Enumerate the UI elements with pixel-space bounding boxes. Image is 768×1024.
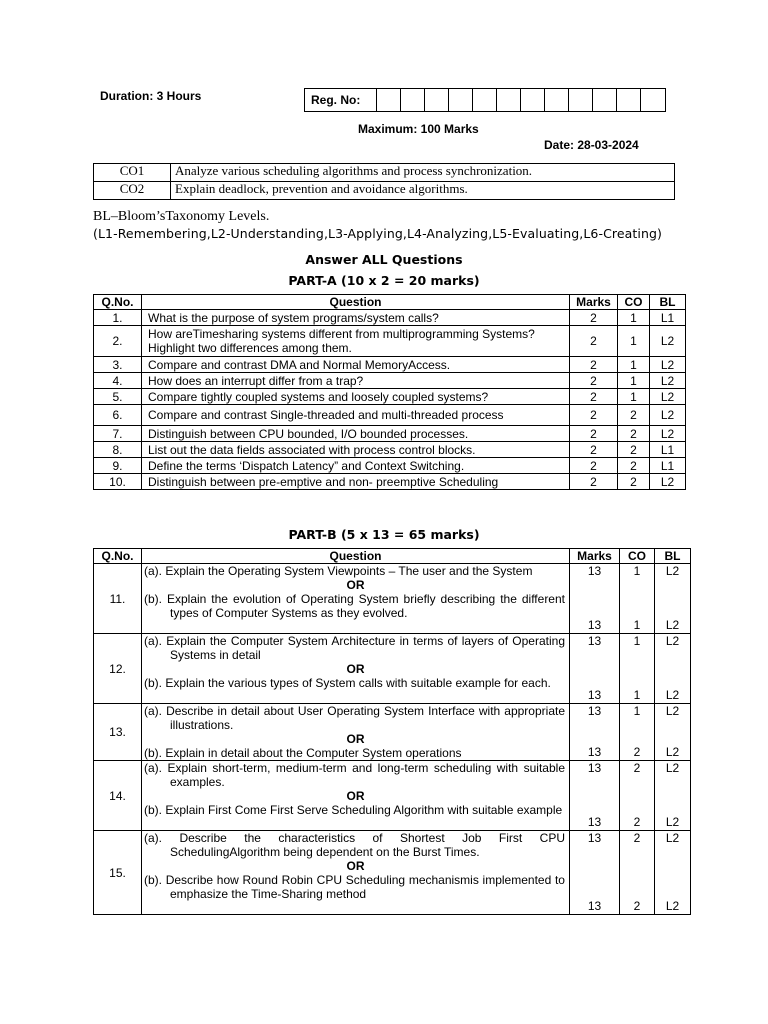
exam-date: Date: 28-03-2024 <box>544 138 639 152</box>
cell-bl: L2 <box>650 326 686 357</box>
part-b-header-row <box>94 549 691 564</box>
header-marks: Marks <box>570 549 620 564</box>
table-row <box>94 357 686 373</box>
cell-qno: 8. <box>94 442 142 458</box>
cell-question <box>142 704 570 761</box>
co-b: 1 <box>633 688 641 702</box>
cell-qno: 11. <box>94 564 142 634</box>
co-row <box>94 164 675 182</box>
reg-no-cell[interactable] <box>641 89 665 111</box>
cell-marks: 2 <box>570 310 618 326</box>
cell-qno: 5. <box>94 389 142 405</box>
co-a: 2 <box>633 831 641 845</box>
co-b: 2 <box>633 815 641 829</box>
cell-co: 2 <box>618 442 650 458</box>
header-qno: Q.No. <box>94 549 142 564</box>
reg-no-box <box>304 88 666 112</box>
marks-a: 13 <box>587 704 602 718</box>
cell-co <box>620 704 655 761</box>
cell-marks: 2 <box>570 357 618 373</box>
cell-question: Compare tightly coupled systems and loosely coupled systems? <box>142 389 570 405</box>
marks-b: 13 <box>587 688 602 702</box>
cell-marks <box>570 564 620 634</box>
bloom-title: BL–Bloom’sTaxonomy Levels. <box>93 209 270 224</box>
cell-marks: 2 <box>570 442 618 458</box>
cell-co: 2 <box>618 474 650 490</box>
cell-bl: L1 <box>650 310 686 326</box>
sub-question-text: Describe how Round Robin CPU Scheduling mechanismis implemented to emphasize the Time-Sharing method <box>165 873 565 901</box>
cell-marks: 2 <box>570 389 618 405</box>
sub-question-text: Explain the evolution of Operating System briefly describing the different types of Computer Systems as they evolved. <box>166 592 565 620</box>
or-label: OR <box>346 859 365 873</box>
cell-qno: 10. <box>94 474 142 490</box>
cell-bl: L2 <box>650 373 686 389</box>
co-b: 1 <box>633 618 641 632</box>
reg-no-cell[interactable] <box>569 89 593 111</box>
cell-qno: 14. <box>94 761 142 831</box>
marks-b: 13 <box>587 899 602 913</box>
cell-co: 1 <box>618 389 650 405</box>
cell-question <box>142 761 570 831</box>
sub-question-label: (b). <box>144 873 162 887</box>
cell-bl: L2 <box>650 405 686 426</box>
cell-marks <box>570 704 620 761</box>
marks-a: 13 <box>587 761 602 775</box>
part-b-title: PART-B (5 x 13 = 65 marks) <box>288 527 480 542</box>
co-text: Explain deadlock, prevention and avoidance algorithms. <box>171 182 675 200</box>
cell-question: Distinguish between pre-emptive and non- preemptive Scheduling <box>142 474 570 490</box>
bl-b: L2 <box>665 618 680 632</box>
sub-question-text: Explain the various types of System calls with suitable example for each. <box>165 676 551 690</box>
part-a-table <box>93 294 686 490</box>
table-row <box>94 326 686 357</box>
co-code: CO2 <box>94 182 171 200</box>
marks-b: 13 <box>587 815 602 829</box>
sub-question-label: (b). <box>144 592 162 606</box>
cell-qno: 4. <box>94 373 142 389</box>
sub-question-a <box>142 704 569 732</box>
cell-co <box>620 564 655 634</box>
cell-bl <box>655 634 691 704</box>
reg-no-cell[interactable] <box>593 89 617 111</box>
cell-qno: 7. <box>94 426 142 442</box>
sub-question-label: (a). <box>144 704 162 718</box>
bl-b: L2 <box>665 899 680 913</box>
bl-b: L2 <box>665 815 680 829</box>
table-row <box>94 761 691 831</box>
sub-question-b <box>142 676 569 690</box>
cell-bl: L2 <box>650 357 686 373</box>
cell-bl <box>655 831 691 915</box>
cell-marks: 2 <box>570 326 618 357</box>
co-a: 1 <box>633 704 641 718</box>
sub-question-text: Explain in detail about the Computer System operations <box>165 746 462 760</box>
sub-question-b <box>142 873 569 901</box>
bl-a: L2 <box>665 831 680 845</box>
co-text: Analyze various scheduling algorithms and process synchronization. <box>171 164 675 182</box>
cell-co: 1 <box>618 326 650 357</box>
cell-marks <box>570 761 620 831</box>
sub-question-text: Explain the Operating System Viewpoints – The user and the System <box>165 564 533 578</box>
cell-qno: 3. <box>94 357 142 373</box>
cell-co <box>620 761 655 831</box>
header-co: CO <box>620 549 655 564</box>
cell-bl: L1 <box>650 458 686 474</box>
cell-question: What is the purpose of system programs/system calls? <box>142 310 570 326</box>
cell-co: 1 <box>618 373 650 389</box>
cell-marks: 2 <box>570 458 618 474</box>
bl-a: L2 <box>665 564 680 578</box>
cell-bl: L2 <box>650 426 686 442</box>
marks-a: 13 <box>587 831 602 845</box>
cell-qno: 2. <box>94 326 142 357</box>
bl-b: L2 <box>665 688 680 702</box>
cell-bl: L2 <box>650 389 686 405</box>
course-outcomes-table <box>93 163 675 200</box>
bl-a: L2 <box>665 761 680 775</box>
header-question: Question <box>142 295 570 310</box>
sub-question-a <box>142 831 569 859</box>
cell-bl: L1 <box>650 442 686 458</box>
cell-marks: 2 <box>570 373 618 389</box>
cell-question: Distinguish between CPU bounded, I/O bounded processes. <box>142 426 570 442</box>
sub-question-b <box>142 592 569 620</box>
bl-a: L2 <box>665 704 680 718</box>
table-row <box>94 634 691 704</box>
cell-marks <box>570 634 620 704</box>
reg-no-label: Reg. No: <box>305 89 377 111</box>
part-a-header-row <box>94 295 686 310</box>
cell-question: How does an interrupt differ from a trap? <box>142 373 570 389</box>
or-label: OR <box>346 578 365 592</box>
sub-question-a <box>142 761 569 789</box>
cell-bl: L2 <box>650 474 686 490</box>
cell-question <box>142 564 570 634</box>
reg-no-cell[interactable] <box>425 89 449 111</box>
cell-question: Compare and contrast DMA and Normal MemoryAccess. <box>142 357 570 373</box>
marks-a: 13 <box>587 634 602 648</box>
reg-no-cell[interactable] <box>521 89 545 111</box>
cell-qno: 13. <box>94 704 142 761</box>
marks-a: 13 <box>587 564 602 578</box>
cell-bl <box>655 761 691 831</box>
sub-question-b <box>142 803 569 817</box>
or-label: OR <box>346 662 365 676</box>
table-row <box>94 564 691 634</box>
cell-qno: 12. <box>94 634 142 704</box>
cell-co: 2 <box>618 426 650 442</box>
cell-qno: 15. <box>94 831 142 915</box>
marks-b: 13 <box>587 618 602 632</box>
table-row <box>94 405 686 426</box>
sub-question-label: (b). <box>144 676 162 690</box>
table-row <box>94 389 686 405</box>
marks-b: 13 <box>587 745 602 759</box>
reg-no-cell[interactable] <box>545 89 569 111</box>
table-row <box>94 426 686 442</box>
cell-co: 2 <box>618 458 650 474</box>
table-row <box>94 373 686 389</box>
cell-bl <box>655 704 691 761</box>
sub-question-label: (a). <box>144 564 162 578</box>
duration: Duration: 3 Hours <box>100 89 202 103</box>
cell-question: Compare and contrast Single-threaded and multi-threaded process <box>142 405 570 426</box>
co-a: 1 <box>633 564 641 578</box>
table-row <box>94 704 691 761</box>
cell-qno: 6. <box>94 405 142 426</box>
cell-question: How areTimesharing systems different from multiprogramming Systems? Highlight two differences among them. <box>142 326 570 357</box>
co-b: 2 <box>633 745 641 759</box>
cell-question <box>142 831 570 915</box>
cell-question <box>142 634 570 704</box>
co-row <box>94 182 675 200</box>
reg-no-cell[interactable] <box>377 89 401 111</box>
sub-question-label: (a). <box>144 761 162 775</box>
table-row <box>94 831 691 915</box>
sub-question-label: (b). <box>144 803 162 817</box>
or-label: OR <box>346 732 365 746</box>
maximum-marks: Maximum: 100 Marks <box>358 122 479 136</box>
cell-co <box>620 634 655 704</box>
sub-question-text: Explain short-term, medium-term and long-term scheduling with suitable examples. <box>167 761 565 789</box>
sub-question-label: (a). <box>144 831 162 845</box>
cell-marks: 2 <box>570 474 618 490</box>
reg-no-cell[interactable] <box>449 89 473 111</box>
sub-question-text: Explain the Computer System Architecture in terms of layers of Operating Systems in detail <box>166 634 565 662</box>
co-a: 2 <box>633 761 641 775</box>
header-marks: Marks <box>570 295 618 310</box>
sub-question-text: Describe the characteristics of Shortest Job First CPU SchedulingAlgorithm being dependent on the Burst Times. <box>170 831 565 859</box>
reg-no-cell[interactable] <box>401 89 425 111</box>
cell-co: 1 <box>618 357 650 373</box>
reg-no-cell[interactable] <box>617 89 641 111</box>
bloom-levels: (L1-Remembering,L2-Understanding,L3-Applying,L4-Analyzing,L5-Evaluating,L6-Creating) <box>93 226 663 241</box>
sub-question-a <box>142 634 569 662</box>
cell-qno: 9. <box>94 458 142 474</box>
header-bl: BL <box>650 295 686 310</box>
header-qno: Q.No. <box>94 295 142 310</box>
cell-co: 2 <box>618 405 650 426</box>
table-row <box>94 310 686 326</box>
cell-marks <box>570 831 620 915</box>
table-row <box>94 458 686 474</box>
table-row <box>94 442 686 458</box>
or-label: OR <box>346 789 365 803</box>
co-b: 2 <box>633 899 641 913</box>
header-bl: BL <box>655 549 691 564</box>
cell-question: Define the terms ‘Dispatch Latency” and Context Switching. <box>142 458 570 474</box>
bl-a: L2 <box>665 634 680 648</box>
instructions: Answer ALL Questions <box>305 252 463 267</box>
sub-question-label: (b). <box>144 746 162 760</box>
part-a-title: PART-A (10 x 2 = 20 marks) <box>288 273 480 288</box>
sub-question-a <box>142 564 569 578</box>
cell-co <box>620 831 655 915</box>
header-co: CO <box>618 295 650 310</box>
bl-b: L2 <box>665 745 680 759</box>
sub-question-text: Describe in detail about User Operating System Interface with appropriate illustrations. <box>166 704 565 732</box>
cell-bl <box>655 564 691 634</box>
co-code: CO1 <box>94 164 171 182</box>
sub-question-b <box>142 746 569 760</box>
header-question: Question <box>142 549 570 564</box>
reg-no-cell[interactable] <box>497 89 521 111</box>
cell-qno: 1. <box>94 310 142 326</box>
part-b-table <box>93 548 691 915</box>
table-row <box>94 474 686 490</box>
reg-no-cell[interactable] <box>473 89 497 111</box>
cell-co: 1 <box>618 310 650 326</box>
sub-question-text: Explain First Come First Serve Scheduling Algorithm with suitable example <box>165 803 563 817</box>
cell-marks: 2 <box>570 426 618 442</box>
cell-marks: 2 <box>570 405 618 426</box>
co-a: 1 <box>633 634 641 648</box>
cell-question: List out the data fields associated with process control blocks. <box>142 442 570 458</box>
sub-question-label: (a). <box>144 634 162 648</box>
